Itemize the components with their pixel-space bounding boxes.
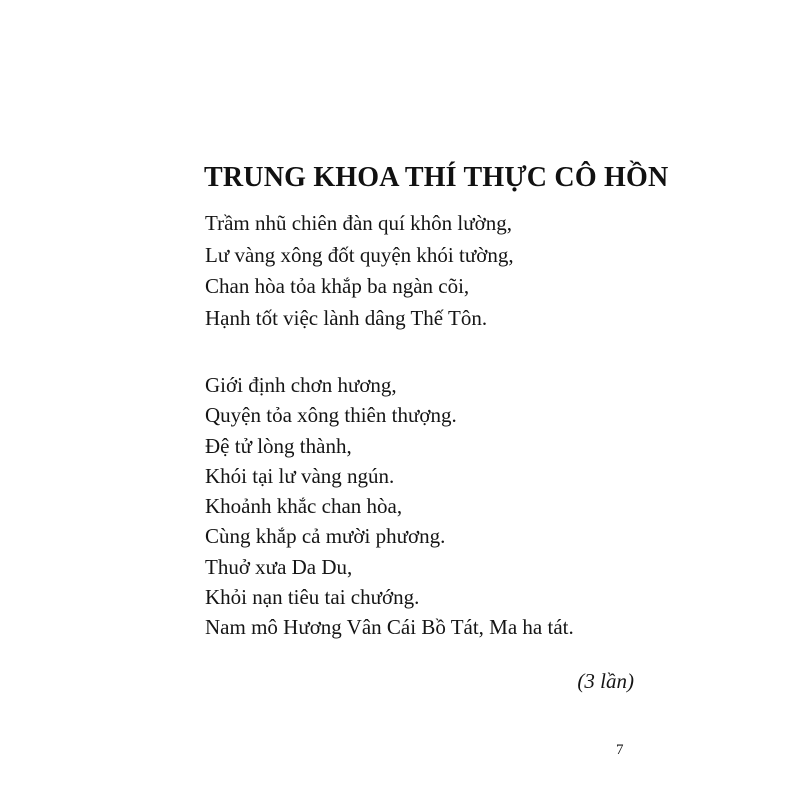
page-title: TRUNG KHOA THÍ THỰC CÔ HỒN <box>204 161 669 193</box>
verse-line: Nam mô Hương Vân Cái Bồ Tát, Ma ha tát. <box>205 615 574 640</box>
verse-line: Lư vàng xông đốt quyện khói tường, <box>205 242 514 267</box>
verse-line: Đệ tử lòng thành, <box>205 433 352 458</box>
page-number: 7 <box>616 742 624 758</box>
verse-line: Hạnh tốt việc lành dâng Thế Tôn. <box>205 305 488 330</box>
verse-line: Khói tại lư vàng ngún. <box>205 463 395 488</box>
stanza-2 <box>205 370 574 643</box>
verse-line: Khoảnh khắc chan hòa, <box>205 494 403 519</box>
verse-line: Khỏi nạn tiêu tai chướng. <box>205 585 420 610</box>
verse-line: Cùng khắp cả mười phương. <box>205 524 446 549</box>
verse-line: Quyện tỏa xông thiên thượng. <box>205 403 457 428</box>
verse-line: Chan hòa tỏa khắp ba ngàn cõi, <box>205 274 470 298</box>
repeat-note: (3 lần) <box>577 669 634 693</box>
verse-line: Thuở xưa Da Du, <box>205 554 353 579</box>
verse-line: Trầm nhũ chiên đàn quí khôn lường, <box>205 211 512 235</box>
verse-line: Giới định chơn hương, <box>205 373 397 397</box>
stanza-1 <box>205 208 514 334</box>
